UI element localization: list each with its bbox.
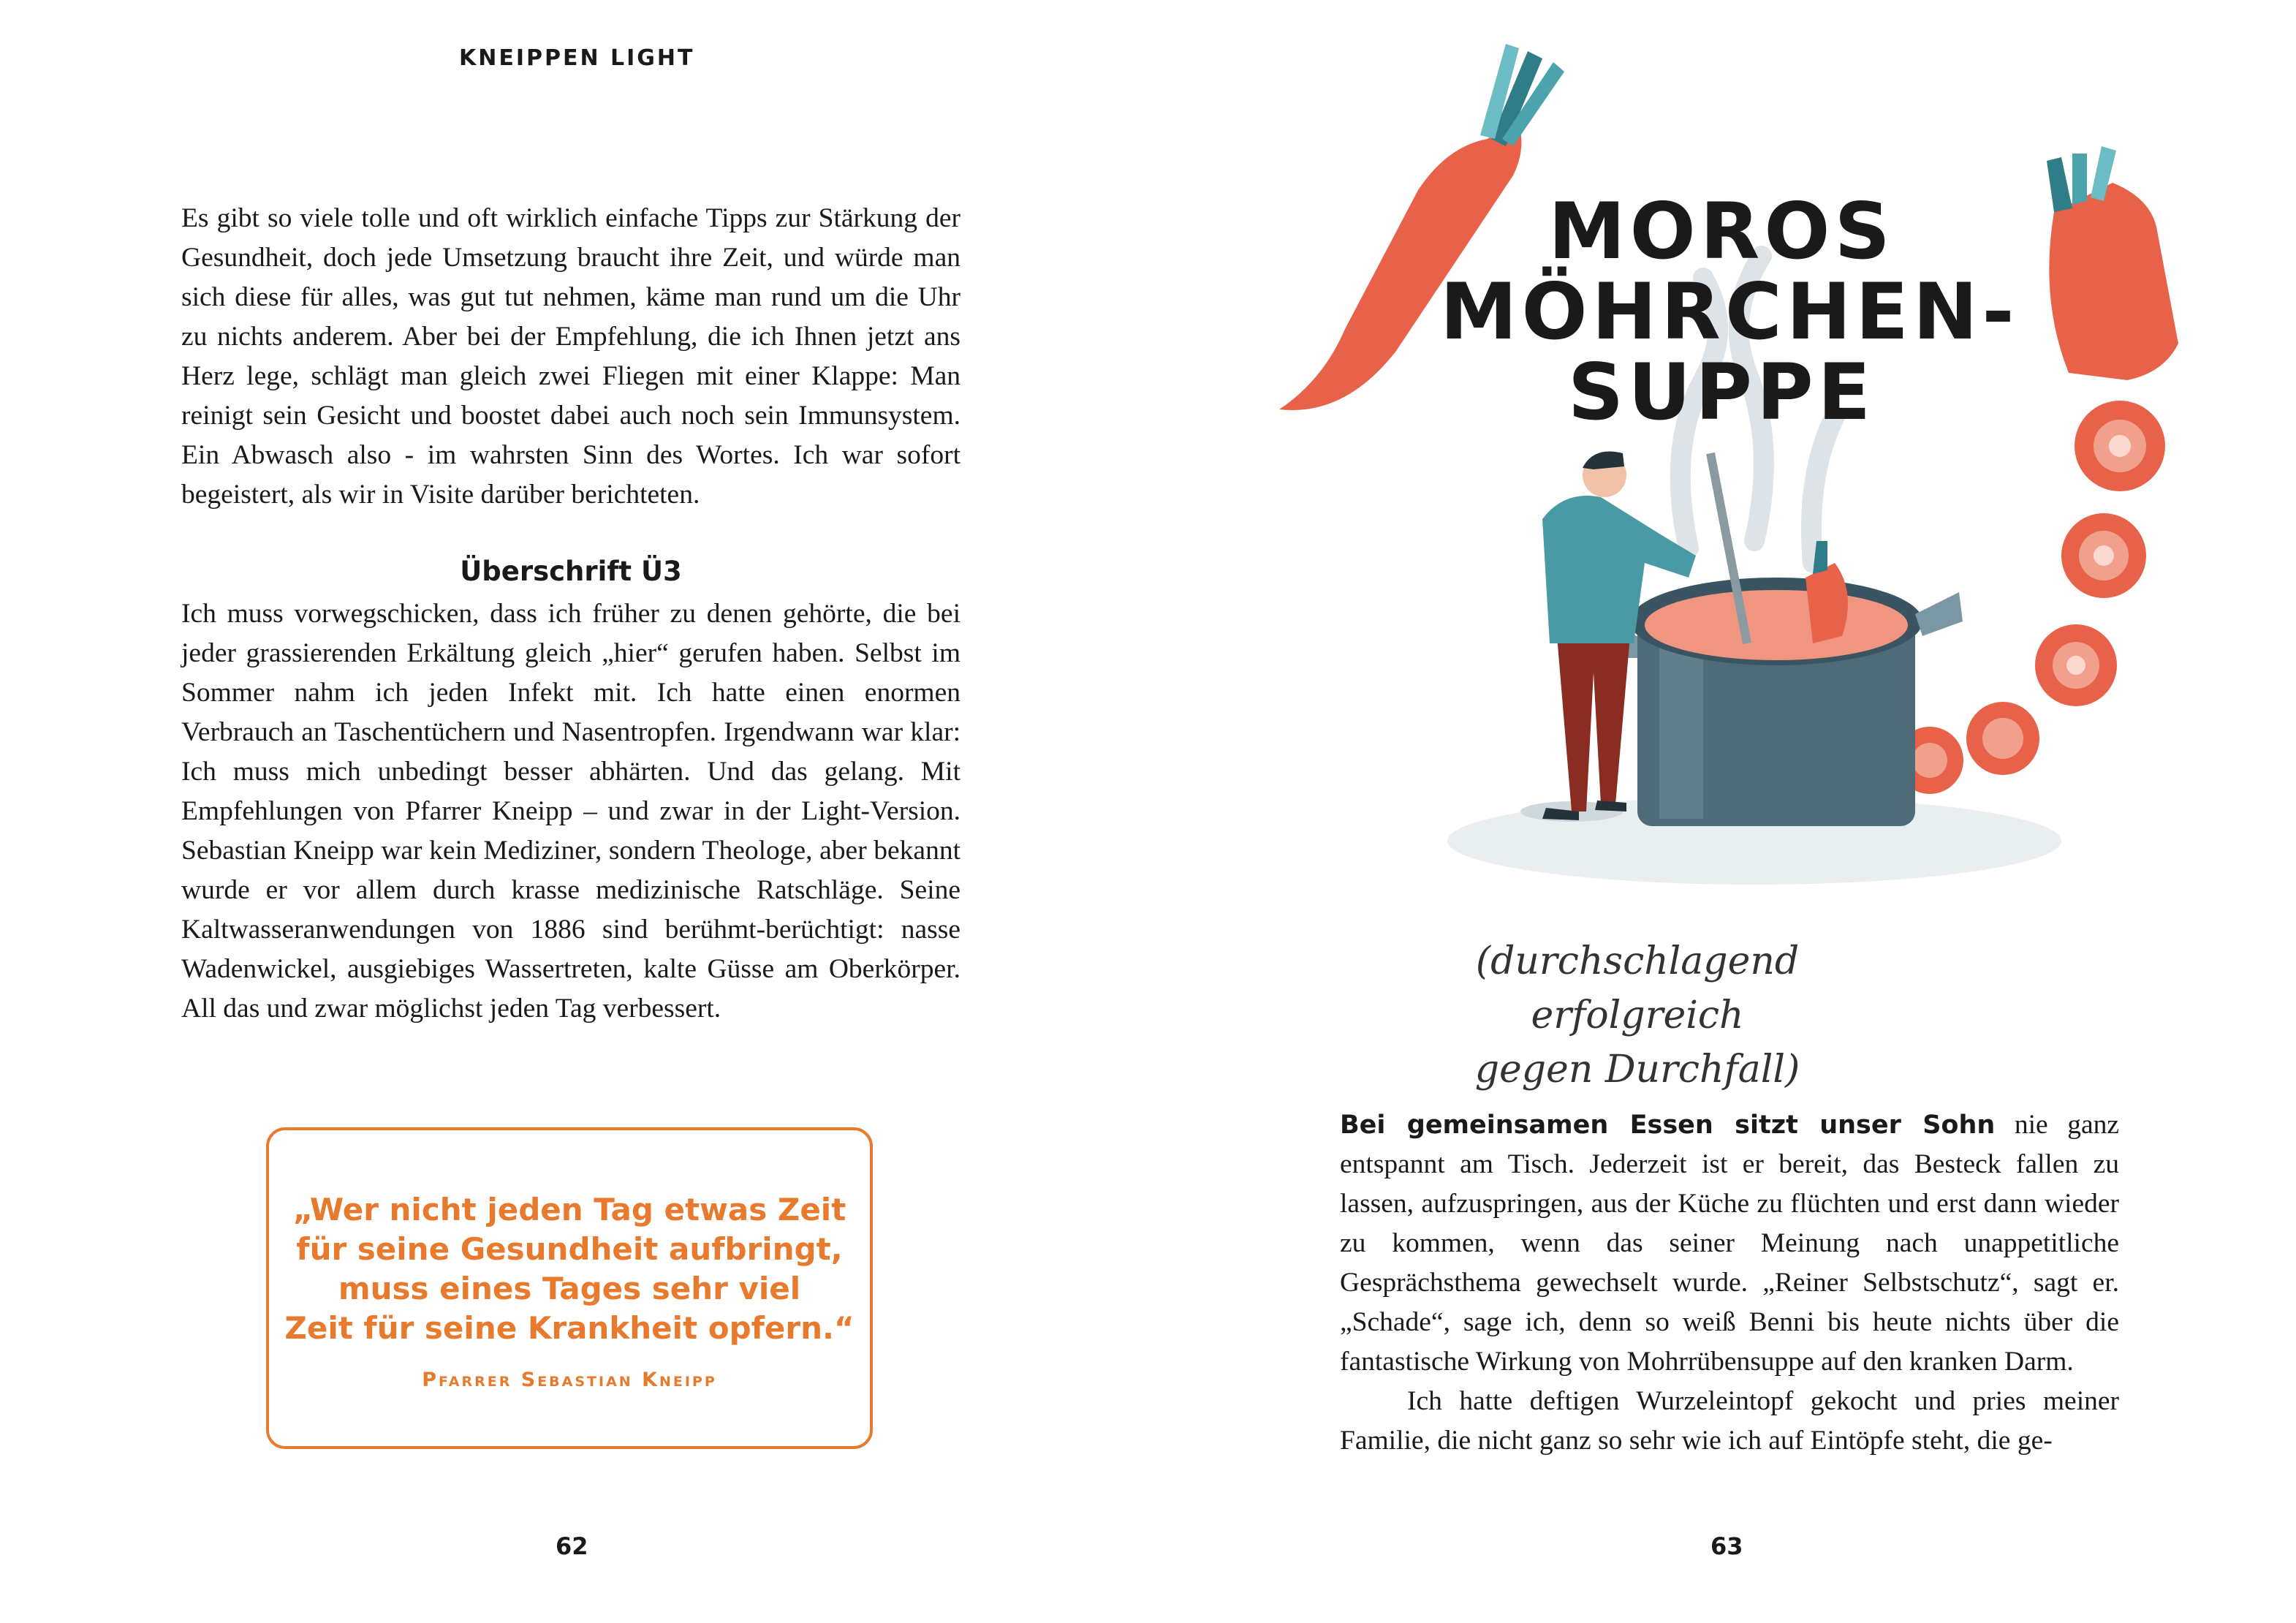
lead-in: Bei gemeinsamen Essen sitzt unser Sohn bbox=[1340, 1111, 1996, 1140]
soup-illustration bbox=[1250, 37, 2222, 914]
page-number-right: 63 bbox=[1710, 1532, 1743, 1560]
pot-illustration bbox=[1594, 541, 1963, 826]
page-number-left: 62 bbox=[556, 1532, 588, 1560]
quote-text: „Wer nicht jeden Tag etwas Zeit für seine Gesundheit aufbringt, muss eines Tages sehr viel Zeit für seine Krankheit opfern.“ bbox=[284, 1192, 855, 1346]
intro-paragraph: Es gibt so viele tolle und oft wirklich einfache Tipps zur Stärkung der Gesundheit, doch jede Umsetzung braucht ihre Zeit, und würde man sich diese für alles, was gut tut nehmen, käme man rund um die Uhr zu nichts anderem. Aber bei der Empfehlung, die ich Ihnen jetzt ans Herz lege, schlägt man gleich zwei Fliegen mit einer Klappe: Man reinigt sein Gesicht und boostet dabei auch noch sein Immunsystem. Ein Abwasch also - im wahrsten Sinn des Wortes. Ich war sofort begeistert, als wir in Visite darüber berichteten. bbox=[181, 203, 961, 510]
body-paragraph: Ich muss vorwegschicken, dass ich früher zu denen gehörte, die bei jeder grassierenden Erkältung gleich „hier“ gerufen haben. Selbst im Sommer nahm ich jeden Infekt mit. Ich hatte einen enormen Verbrauch an Taschentüchern und Nasentropfen. Irgendwann war klar: Ich muss mich unbedingt besser abhärten. Und das gelang. Mit Empfehlungen von Pfarrer Kneipp – und zwar in der Light-Version. Sebastian Kneipp war kein Mediziner, sondern Theologe, aber bekannt wurde er vor allem durch krasse medizinische Ratschläge. Seine Kaltwasseranwendungen von 1886 sind berühmt-berüchtigt: nasse Wadenwickel, ausgiebiges Wassertreten, kalte Güsse am Oberkörper. All das und zwar möglichst jeden Tag verbessert. bbox=[181, 599, 961, 1024]
right-page bbox=[1148, 0, 2296, 1623]
subheading: Überschrift Ü3 bbox=[460, 556, 682, 587]
running-head: KNEIPPEN LIGHT bbox=[459, 45, 695, 71]
recipe-story: Bei gemeinsamen Essen sitzt unser Sohn nie ganz entspannt am Tisch. Jederzeit ist er bereit, das Besteck fallen zu lassen, aufzuspringen, aus der Küche zu flüchten und erst dann wieder zu kommen, wenn das seiner Meinung nach unappetitliche Gesprächsthema gewechselt wurde. „Reiner Selbstschutz“, sagt er. „Schade“, sage ich, denn so weiß Benni bis heute nichts über die fantastische Wirkung von Mohrrübensuppe auf den kranken Darm. Ich hatte deftigen Wurzeleintopf gekocht und pries meiner Familie, die nicht ganz so sehr wie ich auf Eintöpfe steht, die ge- bbox=[1340, 1110, 2119, 1456]
quote-author: Pfarrer Sebastian Kneipp bbox=[422, 1369, 717, 1391]
quote-box bbox=[266, 1127, 873, 1449]
recipe-title: MOROS MÖHRCHEN- SUPPE bbox=[1440, 186, 2019, 437]
recipe-subtitle: (durchschlagend erfolgreich gegen Durchfall) bbox=[1474, 939, 1800, 1092]
